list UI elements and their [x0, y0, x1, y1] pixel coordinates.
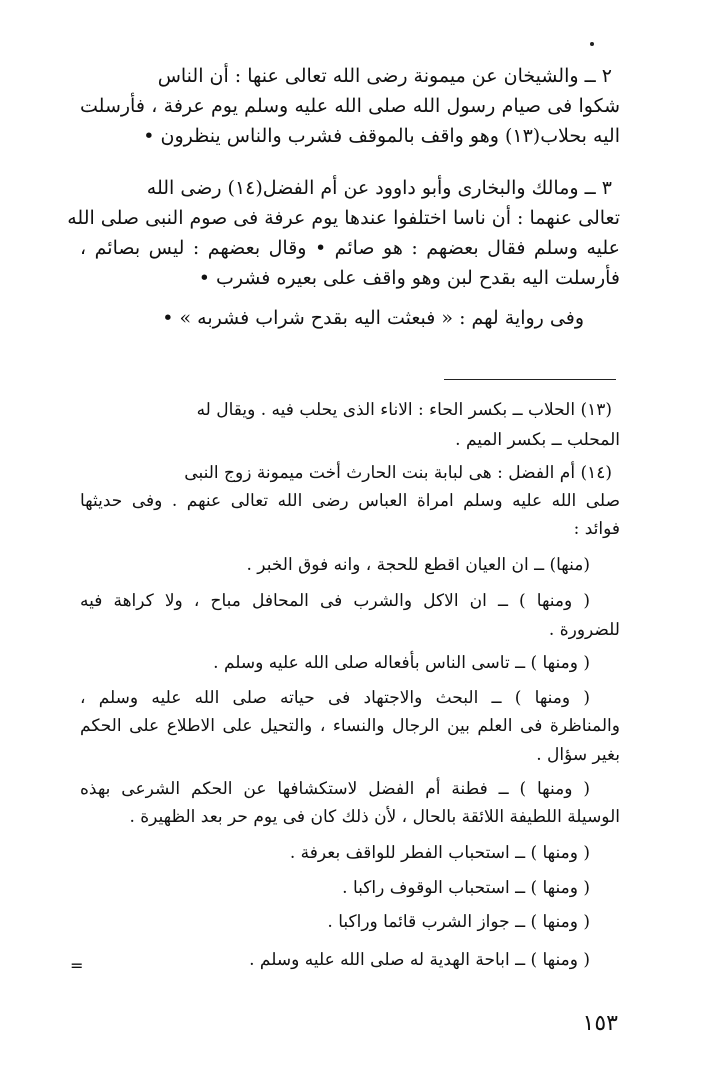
- hadith-3-line-3: عليه وسلم فقال بعضهم : هو صائم • وقال بعضهم : ليس بصائم ،: [80, 237, 620, 259]
- ink-dot: [590, 42, 594, 46]
- footnote-13-line-1: (١٣) الحلاب ــ بكسر الحاء : الاناء الذى يحلب فيه . ويقال له: [196, 400, 612, 420]
- hadith-3-line-4: فأرسلت اليه بقدح لبن وهو واقف على بعيره فشرب •: [198, 267, 620, 289]
- hadith-3-line-1: ٣ ــ ومالك والبخارى وأبو داوود عن أم الفضل(١٤) رضى الله: [146, 177, 612, 199]
- hadith-3-line-2: تعالى عنهما : أن ناسا اختلفوا عندها يوم عرفة فى صوم النبى صلى الله: [67, 207, 620, 229]
- benefit-7: ( ومنها ) ــ استحباب الوقوف راكبا .: [342, 878, 590, 898]
- footnote-14-line-1: (١٤) أم الفضل : هى لبابة بنت الحارث أخت ميمونة زوج النبى: [184, 463, 612, 483]
- benefit-2-line-2: للضرورة .: [548, 620, 620, 640]
- benefit-3: ( ومنها ) ــ تاسى الناس بأفعاله صلى الله عليه وسلم .: [213, 653, 590, 673]
- benefit-5-line-1: ( ومنها ) ــ فطنة أم الفضل لاستكشافها عن الحكم الشرعى بهذه: [80, 779, 590, 799]
- benefit-1: (منها) ــ ان العيان اقطع للحجة ، وانه فوق الخبر .: [246, 555, 590, 575]
- footnote-separator: [444, 379, 616, 380]
- riwaya-line: وفى رواية لهم : « فبعثت اليه بقدح شراب فشربه » •: [162, 307, 584, 329]
- benefit-4-line-3: بغير سؤال .: [536, 745, 620, 765]
- benefit-4-line-2: والمناظرة فى العلم بين الرجال والنساء ، والتحيل على الاطلاع على الحكم: [80, 716, 620, 736]
- benefit-2-line-1: ( ومنها ) ــ ان الاكل والشرب فى المحافل مباح ، ولا كراهة فيه: [80, 591, 590, 611]
- page-number: ١٥٣: [582, 1011, 618, 1036]
- continuation-mark: =: [70, 956, 84, 975]
- hadith-2-line-2: شكوا فى صيام رسول الله صلى الله عليه وسلم يوم عرفة ، فأرسلت: [80, 95, 620, 117]
- benefit-9: ( ومنها ) ــ اباحة الهدية له صلى الله عليه وسلم .: [249, 950, 590, 970]
- benefit-6: ( ومنها ) ــ استحباب الفطر للواقف بعرفة .: [289, 843, 590, 863]
- benefit-5-line-2: الوسيلة اللطيفة اللائقة بالحال ، لأن ذلك كان فى يوم حر بعد الظهيرة .: [129, 807, 620, 827]
- benefit-8: ( ومنها ) ــ جواز الشرب قائما وراكبا .: [327, 912, 590, 932]
- footnote-14-line-3: فوائد :: [573, 519, 620, 539]
- hadith-2-line-1: ٢ ــ والشيخان عن ميمونة رضى الله تعالى عنها : أن الناس: [157, 65, 612, 87]
- benefit-4-line-1: ( ومنها ) ــ البحث والاجتهاد فى حياته صلى الله عليه وسلم ،: [80, 688, 590, 708]
- footnote-13-line-2: المحلب ــ بكسر الميم .: [455, 430, 620, 450]
- hadith-2-line-3: اليه بحلاب(١٣) وهو واقف بالموقف فشرب والناس ينظرون •: [143, 125, 620, 147]
- footnote-14-line-2: صلى الله عليه وسلم امراة العباس رضى الله تعالى عنهم . وفى حديثها: [80, 491, 620, 511]
